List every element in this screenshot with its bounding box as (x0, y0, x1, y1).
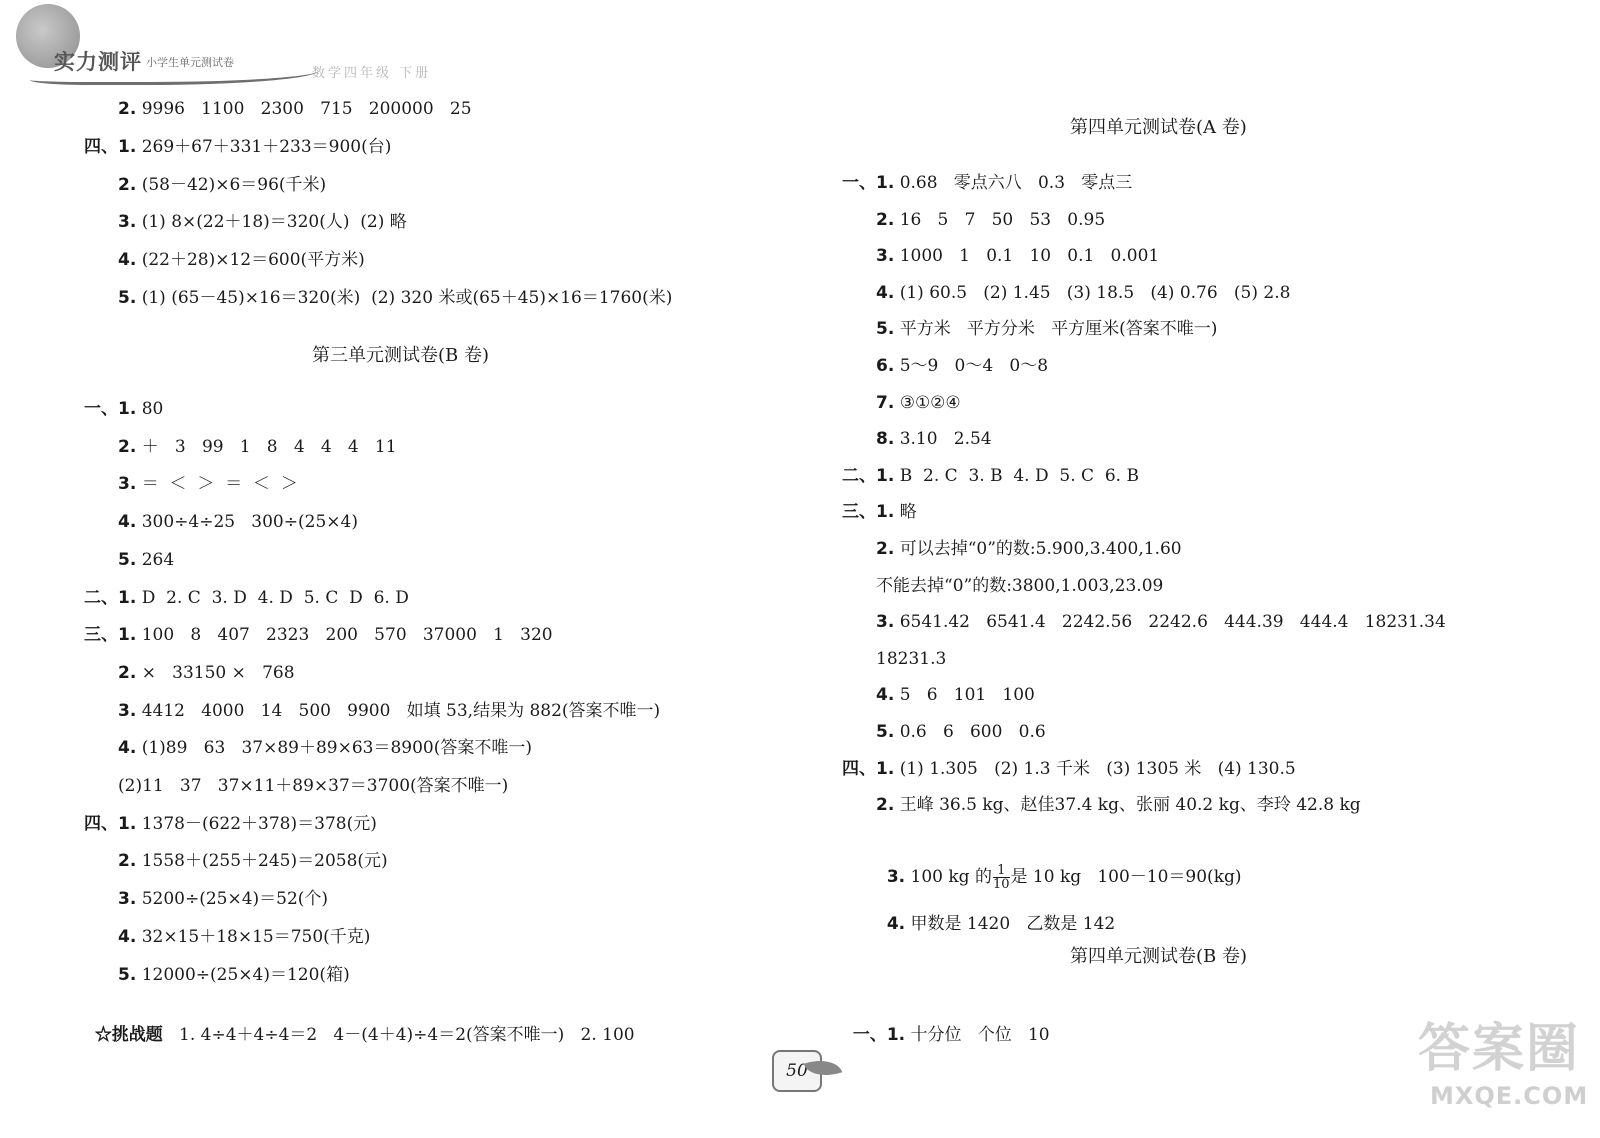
answer-line (842, 1002, 1050, 1046)
item-number: 5. (118, 964, 137, 985)
answer-text: (1) 60.5 (2) 1.45 (3) 18.5 (4) 0.76 (5) 2.8 (899, 282, 1291, 303)
item-number: 1. (118, 587, 137, 608)
answer-text: 5～9 0～4 0～8 (899, 356, 1049, 376)
answer-text: 3.10 2.54 (899, 429, 992, 450)
item-number: 5. (118, 549, 137, 570)
answer-text: 1000 1 0.1 10 0.1 0.001 (899, 246, 1160, 267)
answer-text: (1) 8×(22＋18)＝320(人) (2) 略 (141, 212, 407, 233)
answer-line (118, 473, 298, 495)
watermark (1418, 1002, 1598, 1136)
fraction (993, 864, 1010, 891)
item-number: 3. (118, 474, 137, 495)
item-number: 2. (118, 174, 137, 195)
brand-title: 实力测评 (54, 50, 142, 74)
watermark-url: MXQE.COM (1430, 1082, 1589, 1110)
item-number: 2. (118, 851, 137, 872)
answer-line (876, 891, 1115, 935)
answer-line (84, 813, 377, 835)
item-number: 8. (876, 429, 895, 450)
answer-text: (22＋28)×12＝600(平方米) (141, 250, 365, 271)
answer-line (876, 684, 1035, 706)
answer-text: (2)11 37 37×11＋89×37＝3700(答案不唯一) (118, 776, 509, 796)
answer-line (876, 318, 1217, 340)
answer-text: 王峰 36.5 kg、赵佳37.4 kg、张丽 40.2 kg、李玲 42.8 kg (899, 795, 1361, 816)
section-marker: 三、 (842, 502, 876, 523)
answer-text: 不能去掉“0”的数:3800,1.003,23.09 (876, 575, 1164, 596)
unit4-b-title: 第四单元测试卷(B 卷) (1070, 946, 1247, 967)
answer-line (118, 174, 326, 196)
answer-line (118, 287, 672, 309)
answer-text: 5200÷(25×4)＝52(个) (141, 889, 329, 910)
item-number: 3. (118, 212, 137, 233)
answer-line (876, 611, 1446, 633)
item-number: 5. (118, 288, 137, 308)
item-number: 3. (118, 889, 137, 910)
grade-label: 数学四年级 下册 (312, 66, 432, 81)
fraction-denominator: 10 (992, 877, 1010, 892)
answer-text: 12000÷(25×4)＝120(箱) (141, 964, 350, 985)
answer-line (876, 648, 946, 670)
answer-text: (58－42)×6＝96(千米) (141, 174, 327, 195)
answer-text: 300÷4÷25 300÷(25×4) (141, 512, 358, 533)
answer-text: 6541.42 6541.4 2242.56 2242.6 444.39 444.4 18231.34 (899, 612, 1446, 633)
item-number: 1. (118, 813, 137, 834)
answer-line (118, 737, 532, 759)
answer-line (118, 775, 508, 797)
answer-line (118, 926, 370, 948)
answer-text: ＋ 3 99 1 8 4 4 4 11 (141, 436, 397, 457)
answer-text: 264 (141, 549, 175, 570)
answer-line (118, 964, 350, 986)
answer-text: 18231.3 (876, 648, 947, 669)
answer-text: × 33150 × 768 (141, 662, 295, 683)
item-number: 3. (886, 867, 906, 887)
answer-line (876, 794, 1361, 816)
item-number: 2. (118, 436, 137, 457)
watermark-text: 答案圈 (1418, 1019, 1581, 1079)
section-marker: 四、 (84, 813, 118, 834)
answer-text: 甲数是 1420 乙数是 142 (910, 914, 1116, 934)
answer-text: 32×15＋18×15＝750(千克) (141, 926, 371, 947)
answer-text: 9996 1100 2300 715 200000 25 (141, 99, 472, 119)
answer-line (118, 549, 174, 571)
item-number: 2. (118, 99, 137, 119)
answer-text: 100 8 407 2323 200 570 37000 1 320 (141, 625, 553, 646)
answer-line (876, 245, 1159, 267)
answer-text: 略 (899, 502, 917, 523)
item-number: 4. (876, 685, 895, 706)
item-number: 4. (118, 512, 137, 533)
answer-line (876, 355, 1048, 377)
answer-line (876, 282, 1290, 304)
answer-line (118, 662, 295, 684)
answer-text: 可以去掉“0”的数:5.900,3.400,1.60 (899, 539, 1182, 559)
section-marker: 一、 (84, 399, 118, 419)
item-number: 3. (876, 246, 895, 267)
answer-text: 0.6 6 600 0.6 (899, 722, 1046, 742)
answer-line (118, 850, 388, 872)
answer-text: 80 (141, 399, 164, 419)
answer-line (842, 465, 1139, 487)
answer-line (876, 392, 961, 414)
answer-line (84, 398, 163, 420)
section-marker: 一、 (852, 1025, 887, 1045)
answer-text: (1)89 63 37×89＋89×63＝8900(答案不唯一) (141, 738, 533, 759)
item-number: 1. (876, 502, 895, 523)
item-number: 1. (118, 136, 137, 157)
answer-line (118, 98, 472, 120)
challenge-text: 1. 4÷4＋4÷4＝2 4－(4＋4)÷4＝2(答案不唯一) 2. 100 (179, 1025, 635, 1045)
answer-text: 是 10 kg 100－10＝90(kg) (1010, 867, 1242, 887)
answer-text: 269＋67＋331＋233＝900(台) (141, 136, 392, 157)
item-number: 7. (876, 392, 895, 413)
section-marker: 二、 (84, 587, 118, 608)
item-number: 4. (886, 914, 906, 934)
challenge-label: ☆挑战题 (94, 1025, 163, 1045)
answer-line (876, 842, 1242, 891)
answer-line (842, 172, 1132, 194)
answer-line (118, 211, 407, 233)
item-number: 3. (876, 612, 895, 633)
answer-text: 十分位 个位 10 (910, 1025, 1050, 1045)
answer-text: 4412 4000 14 500 9900 如填 53,结果为 882(答案不唯一) (141, 700, 661, 721)
answer-line (876, 721, 1046, 743)
answer-text: ③①②④ (899, 392, 961, 413)
item-number: 2. (876, 209, 895, 230)
section-marker: 二、 (842, 465, 876, 486)
answer-line (876, 575, 1163, 597)
item-number: 1. (886, 1025, 906, 1045)
section-marker: 四、 (842, 758, 876, 779)
challenge-line (84, 1002, 635, 1046)
brand-subtitle: 小学生单元测试卷 (146, 56, 234, 69)
answer-text: ＝ ＜ ＞ ＝ ＜ ＞ (141, 474, 298, 495)
answer-line (84, 136, 391, 158)
answer-text: 1378－(622＋378)＝378(元) (141, 813, 377, 834)
unit4-a-title: 第四单元测试卷(A 卷) (1070, 117, 1247, 138)
answer-line (118, 888, 328, 910)
item-number: 5. (876, 722, 895, 742)
answer-line (842, 758, 1296, 780)
section-marker: 四、 (84, 136, 118, 157)
page-number: 50 (772, 1050, 822, 1092)
item-number: 4. (876, 282, 895, 303)
answer-text: 16 5 7 50 53 0.95 (899, 209, 1106, 230)
answer-text: D 2. C 3. D 4. D 5. C D 6. D (141, 587, 409, 608)
item-number: 1. (876, 465, 895, 486)
answer-line (118, 511, 358, 533)
answer-text: 0.68 零点六八 0.3 零点三 (899, 173, 1133, 193)
answer-line (876, 538, 1182, 560)
fraction-numerator: 1 (993, 864, 1010, 878)
section-marker: 三、 (84, 625, 118, 646)
item-number: 3. (118, 700, 137, 721)
section-marker: 一、 (842, 173, 876, 193)
item-number: 4. (118, 926, 137, 947)
answer-text: 1558＋(255＋245)＝2058(元) (141, 851, 388, 872)
answer-line (876, 428, 992, 450)
item-number: 4. (118, 738, 137, 759)
item-number: 1. (876, 173, 895, 193)
answer-text: 5 6 101 100 (899, 685, 1035, 706)
answer-line (842, 501, 917, 523)
answer-text: 平方米 平方分米 平方厘米(答案不唯一) (899, 319, 1218, 340)
answer-line (84, 587, 409, 609)
item-number: 2. (876, 795, 895, 816)
answer-text: B 2. C 3. B 4. D 5. C 6. B (899, 465, 1139, 486)
book-header (0, 0, 520, 90)
unit3-b-title: 第三单元测试卷(B 卷) (312, 345, 489, 366)
answer-line (876, 209, 1105, 231)
item-number: 4. (118, 250, 137, 271)
answer-line (118, 249, 365, 271)
answer-line (84, 624, 553, 646)
item-number: 5. (876, 319, 895, 340)
answer-line (118, 700, 660, 722)
item-number: 1. (876, 758, 895, 779)
item-number: 6. (876, 356, 895, 376)
item-number: 1. (118, 625, 137, 646)
answer-text: 100 kg 的 (910, 867, 992, 887)
item-number: 1. (118, 399, 137, 419)
answer-text: (1) (65－45)×16＝320(米) (2) 320 米或(65＋45)×16＝1760(米) (141, 288, 673, 308)
item-number: 2. (118, 662, 137, 683)
answer-text: (1) 1.305 (2) 1.3 千米 (3) 1305 米 (4) 130.5 (899, 758, 1296, 779)
answer-line (118, 436, 397, 458)
item-number: 2. (876, 539, 895, 559)
